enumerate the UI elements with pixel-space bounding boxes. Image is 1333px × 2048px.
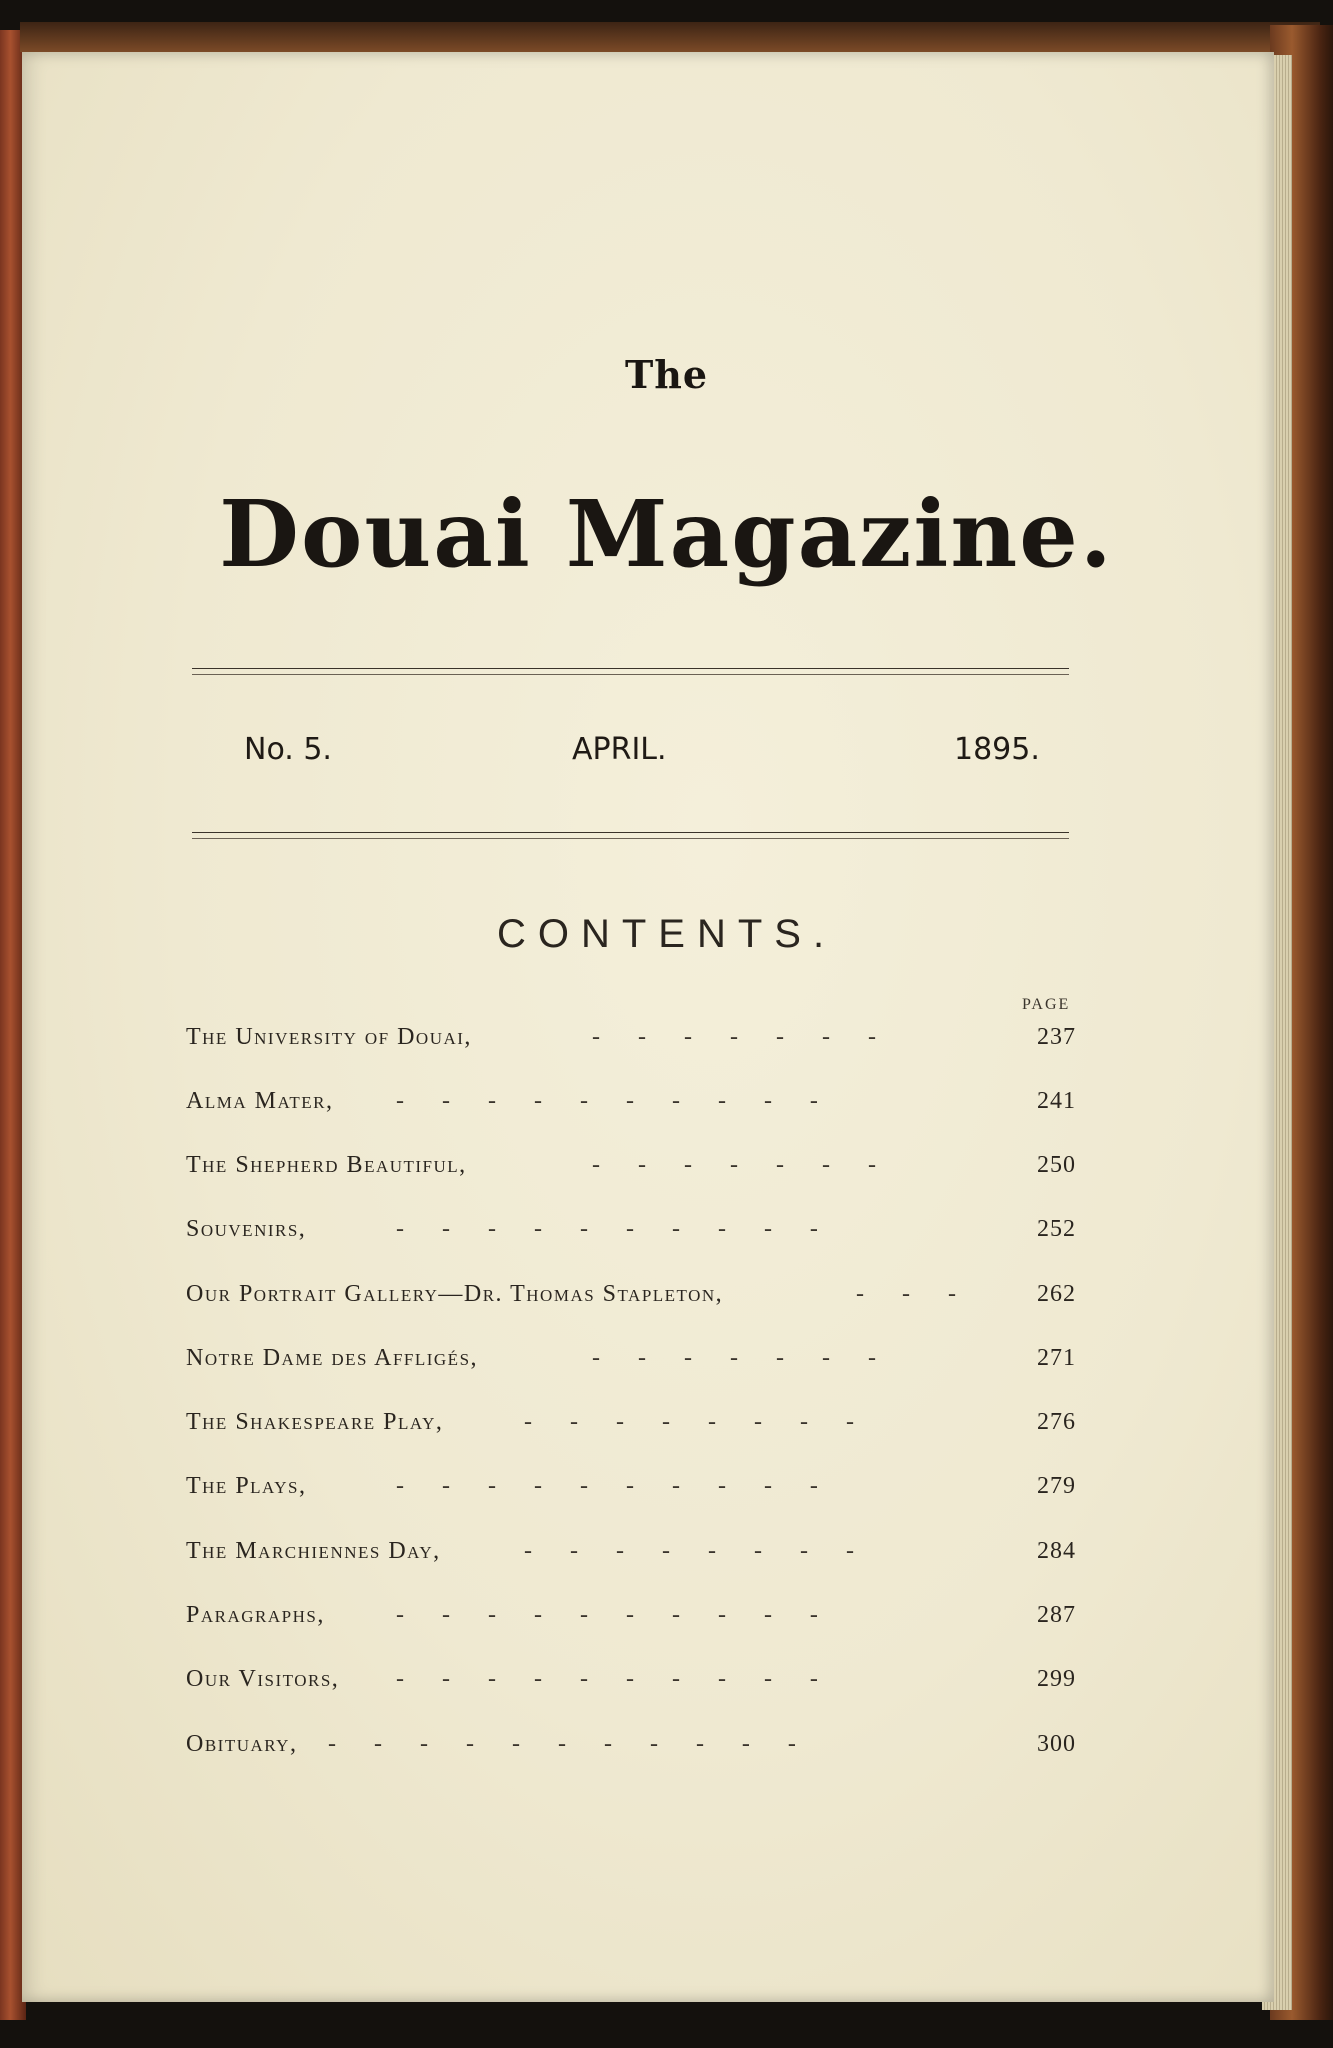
toc-entry-title: The Marchiennes Day,: [186, 1538, 441, 1564]
issue-year: 1895.: [954, 732, 1040, 767]
toc-leader-dashes: -----------: [328, 1731, 834, 1757]
bottom-rule: [192, 832, 1069, 833]
toc-leader-dashes: -------: [592, 1152, 914, 1178]
toc-entry: [186, 1666, 1076, 1702]
toc-entry: [186, 1281, 1076, 1317]
toc-entry-title: Souvenirs,: [186, 1216, 307, 1242]
toc-entry-title: Alma Mater,: [186, 1088, 334, 1114]
toc-leader-dashes: ----------: [396, 1216, 856, 1242]
toc-entry-page: 252: [1037, 1216, 1076, 1242]
toc-entry-page: 276: [1037, 1409, 1076, 1435]
toc-entry: [186, 1409, 1076, 1445]
toc-entry-title: Obituary,: [186, 1731, 298, 1757]
toc-entry-title: Our Portrait Gallery—Dr. Thomas Stapleton,: [186, 1281, 724, 1307]
toc-entry-title: Our Visitors,: [186, 1666, 340, 1692]
toc-leader-dashes: ----------: [396, 1473, 856, 1499]
toc-entry: [186, 1088, 1076, 1124]
toc-entry: [186, 1602, 1076, 1638]
toc-leader-dashes: -------: [592, 1024, 914, 1050]
toc-entry: [186, 1152, 1076, 1188]
toc-entry-title: The Plays,: [186, 1473, 307, 1499]
toc-entry-page: 279: [1037, 1473, 1076, 1499]
toc-entry-title: The Shakespeare Play,: [186, 1409, 444, 1435]
top-rule: [192, 668, 1069, 669]
book-cover-top: [20, 22, 1320, 52]
toc-entry: [186, 1216, 1076, 1252]
toc-entry-page: 284: [1037, 1538, 1076, 1564]
toc-entry: [186, 1024, 1076, 1060]
toc-entry-page: 299: [1037, 1666, 1076, 1692]
issue-number: No. 5.: [244, 732, 332, 767]
toc-entry-page: 250: [1037, 1152, 1076, 1178]
toc-entry-title: Notre Dame des Affligés,: [186, 1345, 479, 1371]
toc-leader-dashes: ---: [856, 1281, 994, 1307]
toc-entry-page: 300: [1037, 1731, 1076, 1757]
toc-entry-title: The Shepherd Beautiful,: [186, 1152, 467, 1178]
page-column-label: PAGE: [1022, 996, 1071, 1013]
toc-leader-dashes: --------: [524, 1409, 892, 1435]
magazine-title: Douai Magazine.: [219, 480, 1114, 588]
toc-leader-dashes: ----------: [396, 1088, 856, 1114]
toc-entry-page: 262: [1037, 1281, 1076, 1307]
toc-entry: [186, 1731, 1076, 1767]
toc-entry: [186, 1473, 1076, 1509]
contents-heading: CONTENTS.: [496, 912, 837, 956]
toc-leader-dashes: ----------: [396, 1602, 856, 1628]
issue-month: APRIL.: [572, 732, 667, 767]
toc-leader-dashes: --------: [524, 1538, 892, 1564]
top-rule-thin: [192, 674, 1069, 675]
toc-entry: [186, 1345, 1076, 1381]
toc-entry-page: 287: [1037, 1602, 1076, 1628]
toc-leader-dashes: -------: [592, 1345, 914, 1371]
toc-entry-page: 237: [1037, 1024, 1076, 1050]
toc-entry-page: 271: [1037, 1345, 1076, 1371]
toc-entry-title: The University of Douai,: [186, 1024, 472, 1050]
toc-entry-title: Paragraphs,: [186, 1602, 325, 1628]
toc-entry-page: 241: [1037, 1088, 1076, 1114]
toc-leader-dashes: ----------: [396, 1666, 856, 1692]
bottom-rule-thin: [192, 838, 1069, 839]
masthead-the: The: [624, 352, 709, 397]
toc-entry: [186, 1538, 1076, 1574]
